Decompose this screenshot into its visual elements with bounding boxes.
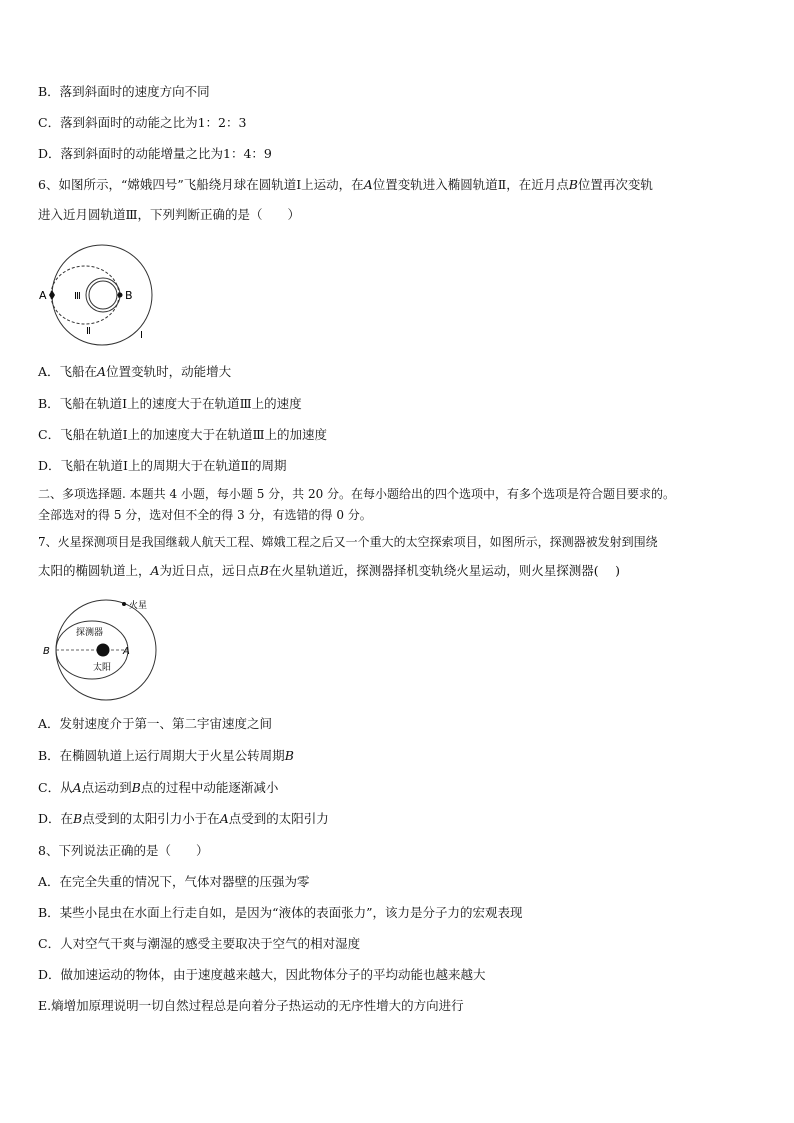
q6-orbit-diagram (36, 242, 166, 347)
q7-option-c (38, 780, 278, 796)
q7-stem2-point-a: A (150, 563, 160, 578)
orbit-i-circle (52, 245, 152, 345)
fig7-label-mars: 火星 (129, 601, 148, 611)
q7-stem2-b: 为近日点，远日点 (159, 563, 260, 578)
fig6-label-iii: Ⅲ (74, 291, 81, 302)
q7-option-b-pre: B．在椭圆轨道上运行周期大于火星公转周期 (38, 748, 285, 763)
q6-option-a-point: A (97, 364, 107, 379)
fig6-label-i: Ⅰ (140, 330, 143, 341)
q5-option-c: C．落到斜面时的动能之比为1：2：3 (38, 115, 247, 130)
fig6-label-b: B (125, 289, 133, 302)
q7-option-d-pre: D．在 (38, 811, 74, 826)
fig7-label-probe: 探测器 (76, 628, 104, 638)
q5-option-d: D．落到斜面时的动能增量之比为1：4：9 (38, 146, 272, 161)
q7-stem-line1: 7、火星探测项目是我国继载人航天工程、嫦娥工程之后又一个重大的太空探索项目，如图所示，探测器被发射到围绕 (38, 535, 658, 549)
mars-dot (122, 602, 126, 606)
q7-stem2-point-b: B (259, 563, 269, 578)
q7-option-d-point-b: B (73, 811, 83, 826)
point-a-marker (49, 290, 55, 300)
q6-option-a-pre: A．飞船在 (38, 364, 98, 379)
q6-option-c: C．飞船在轨道Ⅰ上的加速度大于在轨道Ⅲ上的加速度 (38, 427, 328, 442)
q6-stem-text-c: 位置再次变轨 (577, 177, 653, 192)
q6-stem-text-a: 6、如图所示，“嫦娥四号”飞船绕月球在圆轨道Ⅰ上运动，在 (38, 177, 364, 192)
q6-option-a-post: 位置变轨时，动能增大 (106, 364, 232, 379)
q6-stem-text-b: 位置变轨进入椭圆轨道Ⅱ，在近月点 (372, 177, 569, 192)
q7-option-c-point-b: B (131, 780, 141, 795)
q7-option-c-mid: 点运动到 (81, 780, 132, 795)
q8-option-c: C．人对空气干爽与潮湿的感受主要取决于空气的相对湿度 (38, 936, 361, 951)
q8-option-b: B．某些小昆虫在水面上行走自如，是因为“液体的表面张力”，该力是分子力的宏观表现 (38, 905, 523, 920)
q8-option-d: D．做加速运动的物体，由于速度越来越大，因此物体分子的平均动能也越来越大 (38, 967, 486, 982)
q6-point-b: B (568, 177, 578, 192)
section2-heading-line1: 二、多项选择题. 本题共 4 小题，每小题 5 分，共 20 分。在每小题给出的四个选项中，有多个选项是符合题目要求的。 (38, 487, 676, 501)
q7-stem-line2 (38, 563, 620, 579)
orbit-iii-circle (86, 278, 120, 312)
fig7-label-sun: 太阳 (93, 663, 112, 673)
q7-option-d (38, 811, 329, 827)
fig6-label-a: A (39, 289, 47, 302)
q7-option-c-post: 点的过程中动能逐渐减小 (140, 780, 279, 795)
q6-option-a (38, 364, 231, 380)
q6-option-b: B．飞船在轨道Ⅰ上的速度大于在轨道Ⅲ上的速度 (38, 396, 302, 411)
q7-option-b-point: B (284, 748, 294, 763)
q7-option-a: A．发射速度介于第一、第二宇宙速度之间 (38, 716, 273, 731)
q6-stem-line2: 进入近月圆轨道Ⅲ，下列判断正确的是（ ） (38, 207, 301, 222)
q8-option-a: A．在完全失重的情况下，气体对器壁的压强为零 (38, 874, 310, 889)
q7-option-d-point-a: A (219, 811, 229, 826)
sun-disc (97, 644, 110, 657)
q7-stem2-a: 太阳的椭圆轨道上， (38, 563, 151, 578)
fig7-label-a: A (123, 646, 130, 657)
q6-option-d: D．飞船在轨道Ⅰ上的周期大于在轨道Ⅱ的周期 (38, 458, 287, 473)
fig6-label-ii: Ⅱ (86, 326, 91, 337)
q7-option-c-pre: C．从 (38, 780, 73, 795)
q7-option-b (38, 748, 294, 764)
moon-circle (89, 281, 117, 309)
q5-option-b: B．落到斜面时的速度方向不同 (38, 84, 210, 99)
q7-option-d-post: 点受到的太阳引力 (228, 811, 329, 826)
q7-option-d-mid: 点受到的太阳引力小于在 (82, 811, 220, 826)
q8-option-e: E.熵增加原理说明一切自然过程总是向着分子热运动的无序性增大的方向进行 (38, 998, 464, 1013)
q7-orbit-diagram (36, 598, 166, 708)
fig7-label-b: B (43, 646, 50, 657)
q8-stem: 8、下列说法正确的是（ ） (38, 843, 209, 858)
q7-option-c-point-a: A (72, 780, 82, 795)
q6-stem-line1 (38, 177, 653, 193)
orbit-ii-ellipse (51, 266, 119, 324)
q6-point-a: A (363, 177, 373, 192)
point-b-marker (118, 293, 123, 298)
q7-stem2-c: 在火星轨道近，探测器择机变轨绕火星运动，则火星探测器( ) (268, 563, 620, 578)
section2-heading-line2: 全部选对的得 5 分，选对但不全的得 3 分，有选错的得 0 分。 (38, 508, 372, 522)
